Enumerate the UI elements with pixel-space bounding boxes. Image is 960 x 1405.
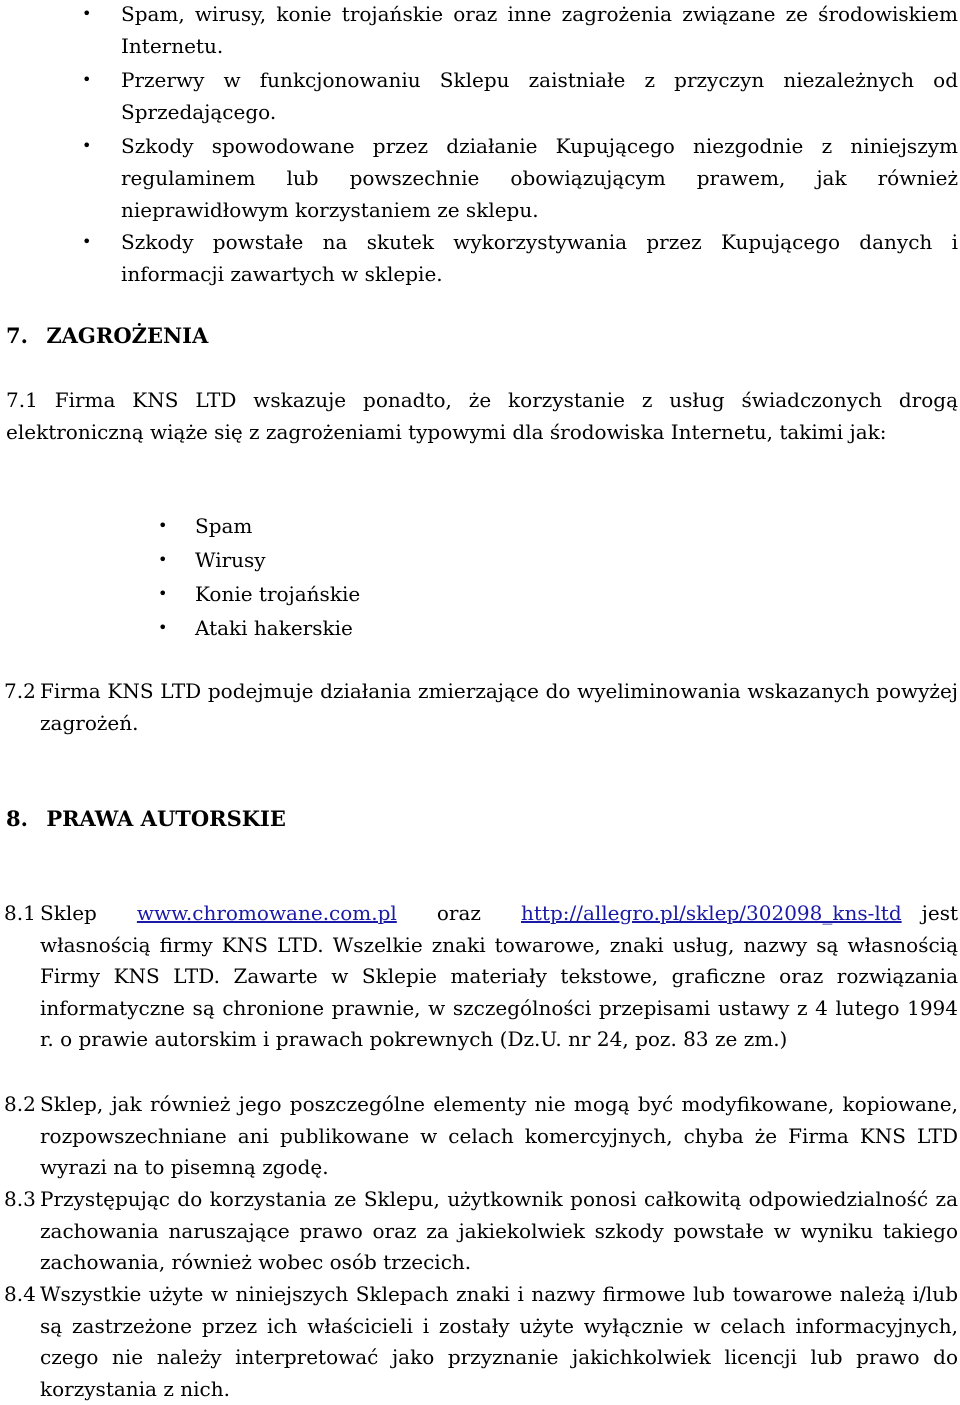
paragraph-text: Przystępując do korzystania ze Sklepu, użytkownik ponosi całkowitą odpowiedzialność za zachowania naruszające prawo oraz za jakiekolwiek szkody powstałe w wyniku takiego zachowania, również wobec osób trzecich. <box>40 1187 958 1274</box>
list-item-text: Szkody powstałe na skutek wykorzystywania przez Kupującego danych i informacji zawartych w sklepie. <box>121 230 958 286</box>
list-item <box>0 130 960 226</box>
paragraph-text-mid: oraz <box>436 901 481 925</box>
section-7-heading <box>6 322 208 350</box>
list-item <box>0 226 960 290</box>
list-item <box>0 543 360 577</box>
bullet-icon: • <box>158 516 168 535</box>
bullet-icon: • <box>82 70 92 89</box>
list-item <box>0 509 360 543</box>
paragraph-text: Wszystkie użyte w niniejszych Sklepach znaki i nazwy firmowe lub towarowe należą i/lub są zastrzeżone przez ich właścicieli i zostały użyte wyłącznie w celach informacyjnych, czego nie należy interpretować jako przyznanie jakichkolwiek licencji lub prawo do korzystania z nich. <box>40 1282 958 1401</box>
list-item <box>0 577 360 611</box>
section-title: PRAWA AUTORSKIE <box>46 806 286 831</box>
paragraph-text <box>0 898 958 1056</box>
paragraph-7-2 <box>0 676 958 739</box>
liability-exclusions-list <box>0 0 960 290</box>
list-item <box>0 64 960 128</box>
list-item-text: Ataki hakerskie <box>195 616 353 640</box>
bullet-icon: • <box>158 618 168 637</box>
list-item <box>0 0 960 62</box>
list-item-text: Spam <box>195 514 253 538</box>
paragraph-text-end: jest własnością firmy KNS LTD. Wszelkie znaki towarowe, znaki usług, nazwy są własnością Firmy KNS LTD. Zawarte w Sklepie materiały tekstowe, graficzne oraz rozwiązania informatyczne są chronione prawnie, w szczególności przepisami ustawy z 4 lutego 1994 r. o prawie autorskim i prawach pokrewnych (Dz.U. nr 24, poz. 83 ze zm.) <box>40 901 958 1051</box>
shop-link-chromowane[interactable]: www.chromowane.com.pl <box>136 901 397 925</box>
paragraph-number: 8.4 <box>4 1282 36 1306</box>
section-8-heading <box>6 805 286 833</box>
shop-link-allegro[interactable]: http://allegro.pl/sklep/302098_kns-ltd <box>520 901 902 925</box>
paragraph-8-2 <box>0 1089 958 1184</box>
paragraph-text-start: Sklep <box>40 901 97 925</box>
bullet-icon: • <box>82 232 92 251</box>
paragraph-8-1 <box>0 898 958 1056</box>
list-item-text: Wirusy <box>195 548 266 572</box>
section-number: 7. <box>6 323 28 348</box>
paragraph-number: 7.2 <box>4 679 36 703</box>
section-number: 8. <box>6 806 28 831</box>
paragraph-8-4 <box>0 1279 958 1405</box>
paragraph-7-1 <box>6 384 958 448</box>
list-item-text: Konie trojańskie <box>195 582 361 606</box>
paragraph-number: 8.3 <box>4 1187 36 1211</box>
list-item-text: Szkody spowodowane przez działanie Kupującego niezgodnie z niniejszym regulaminem lub powszechnie obowiązującym prawem, jak również nieprawidłowym korzystaniem ze sklepu. <box>121 134 958 222</box>
list-item <box>0 611 360 645</box>
paragraph-number: 8.1 <box>4 901 36 925</box>
bullet-icon: • <box>158 584 168 603</box>
bullet-icon: • <box>82 136 92 155</box>
paragraph-text: Firma KNS LTD podejmuje działania zmierzające do wyeliminowania wskazanych powyżej zagrożeń. <box>40 679 958 735</box>
section-title: ZAGROŻENIA <box>46 323 209 348</box>
list-item-text: Spam, wirusy, konie trojańskie oraz inne zagrożenia związane ze środowiskiem Internetu. <box>121 2 958 58</box>
bullet-icon: • <box>82 4 92 23</box>
threats-list <box>0 509 360 645</box>
paragraph-number: 8.2 <box>4 1092 36 1116</box>
paragraph-text: Firma KNS LTD wskazuje ponadto, że korzystanie z usług świadczonych drogą elektroniczną wiąże się z zagrożeniami typowymi dla środowiska Internetu, takimi jak: <box>6 388 959 444</box>
paragraph-8-3 <box>0 1184 958 1279</box>
list-item-text: Przerwy w funkcjonowaniu Sklepu zaistniałe z przyczyn niezależnych od Sprzedającego. <box>121 68 958 124</box>
bullet-icon: • <box>158 550 168 569</box>
paragraph-text: Sklep, jak również jego poszczególne elementy nie mogą być modyfikowane, kopiowane, rozpowszechniane ani publikowane w celach komercyjnych, chyba że Firma KNS LTD wyrazi na to pisemną zgodę. <box>40 1092 958 1179</box>
paragraph-number: 7.1 <box>6 388 38 412</box>
